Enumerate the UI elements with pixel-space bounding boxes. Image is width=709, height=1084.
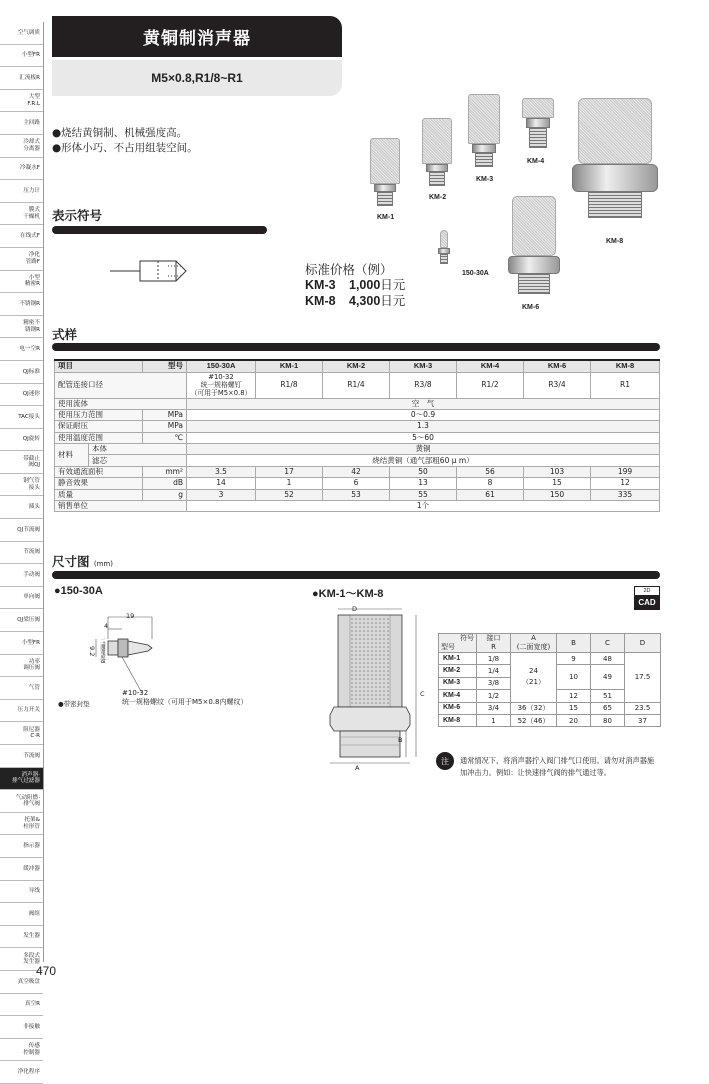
dim-model: KM-2: [439, 665, 477, 677]
spec-row-area: [55, 466, 660, 477]
spec-cell: 50: [390, 466, 457, 477]
product-label: KM-2: [429, 194, 447, 201]
dim-row: [439, 653, 661, 665]
price-value: 4,300: [349, 294, 381, 308]
sidebar-item[interactable]: 汇流板R: [0, 67, 43, 90]
spec-cell: 3.5: [187, 466, 256, 477]
spec-row-temp: [55, 432, 660, 443]
sidebar-item[interactable]: 空气调质: [0, 22, 43, 45]
spec-cell: 空 气: [187, 398, 660, 409]
sidebar-item[interactable]: 非接触: [0, 1016, 43, 1039]
spec-cell: R1/4: [323, 372, 390, 398]
spec-cell: 14: [187, 478, 256, 489]
row-label: 使用温度范围: [55, 432, 143, 443]
sidebar-item[interactable]: 功率 调压阀: [0, 655, 43, 678]
sidebar-item[interactable]: 多段式 发生器: [0, 948, 43, 971]
spec-cell: R1/8: [256, 372, 323, 398]
sidebar-item[interactable]: 托架& 柱形管: [0, 813, 43, 836]
sidebar-item[interactable]: 钢气管 接头: [0, 474, 43, 497]
spec-row-mass: [55, 489, 660, 500]
dim-row: [439, 702, 661, 714]
sidebar-item[interactable]: QJ标准: [0, 361, 43, 384]
header-model: 型号: [168, 361, 183, 371]
dim-unit: (mm): [93, 560, 113, 568]
symbol-section-title: 表示符号: [52, 208, 103, 223]
section-divider: [52, 226, 267, 234]
dim-model: KM-6: [439, 702, 477, 714]
port-150: #10-32 统一规格螺钉 （可用于M5×0.8）: [187, 372, 256, 398]
dim-c: 49: [591, 665, 625, 690]
spec-cell: 52: [256, 489, 323, 500]
price-value: 1,000: [349, 278, 381, 292]
row-label: 质量: [55, 489, 143, 500]
spec-cell: 黄铜: [187, 444, 660, 455]
row-sublabel: 本体: [89, 444, 187, 455]
sidebar-item[interactable]: 气动阻燃· 排气阀: [0, 790, 43, 813]
cad-top: 2D: [635, 587, 659, 596]
dim-c: 80: [591, 714, 625, 726]
sidebar-item[interactable]: 导线: [0, 881, 43, 904]
spec-cell: 150: [524, 489, 591, 500]
price-unit: 日元: [380, 277, 406, 292]
dim-b: 10: [557, 665, 591, 690]
row-label: 静音效果: [55, 478, 143, 489]
section-divider: [52, 571, 660, 579]
dim-c: 48: [591, 653, 625, 665]
caution-note: 通常情况下，将消声器拧入阀门排气口使用。请勿对消声器施加冲击力。例如：让快速排气阀的排气通过等。: [460, 756, 655, 777]
spec-cell: 56: [457, 466, 524, 477]
spec-cell: 17: [256, 466, 323, 477]
drawing-km: [330, 605, 430, 770]
dim-port: 1/2: [477, 690, 511, 702]
sidebar-item[interactable]: 带截止 阀QJ: [0, 451, 43, 474]
sidebar-item[interactable]: 冷却式 分离器: [0, 135, 43, 158]
sidebar-item[interactable]: 节流阀: [0, 745, 43, 768]
silencer-symbol: [110, 258, 190, 288]
row-label: 使用流体: [55, 398, 187, 409]
sidebar-item[interactable]: 指示器: [0, 835, 43, 858]
sidebar-item[interactable]: 膜式 干燥机: [0, 203, 43, 226]
dim-port: 3/4: [477, 702, 511, 714]
price-title: 标准价格（例）: [305, 262, 393, 277]
model-header: KM-8: [591, 360, 660, 372]
sidebar-item[interactable]: 净化 管路F: [0, 248, 43, 271]
dim-h-b: B: [557, 634, 591, 653]
product-label: KM-8: [606, 238, 624, 245]
sidebar-item[interactable]: QJ迷你: [0, 384, 43, 407]
price-model: KM-3: [305, 278, 336, 292]
spec-row-unit: [55, 501, 660, 512]
dim-port: 1/4: [477, 665, 511, 677]
section-divider: [52, 343, 660, 351]
row-label: 配管连接口径: [55, 372, 187, 398]
feature-item: ●形体小巧、不占用组装空间。: [52, 142, 198, 154]
dim-h-a2: (二面宽度): [516, 643, 551, 651]
price-box: [305, 262, 405, 309]
sidebar-item[interactable]: TAC接头: [0, 406, 43, 429]
dim-19: 19: [126, 612, 135, 620]
drawing-150-30a: [52, 605, 252, 685]
dim-b: 15: [557, 702, 591, 714]
dim-model: KM-1: [439, 653, 477, 665]
dim-h-model: 型号: [441, 643, 455, 651]
dim-section-title: [52, 552, 113, 570]
row-unit: g: [143, 489, 187, 500]
row-label: 使用压力范围: [55, 409, 143, 420]
model-header: KM-6: [524, 360, 591, 372]
dim-d: 37: [625, 714, 661, 726]
row-sublabel: 滤芯: [89, 455, 187, 466]
dim-header-row: [439, 634, 661, 653]
spec-cell: 8: [457, 478, 524, 489]
row-label: 材料: [55, 444, 89, 467]
page-subtitle: M5×0.8,R1/8~R1: [52, 60, 342, 96]
sidebar-item[interactable]: QJ梁压阀: [0, 609, 43, 632]
sidebar-item[interactable]: 阻尼器 C·R: [0, 722, 43, 745]
spec-cell: 103: [524, 466, 591, 477]
dim-h-c: C: [591, 634, 625, 653]
row-unit: dB: [143, 478, 187, 489]
dim-h-symbol: 符号: [460, 634, 474, 642]
spec-cell: 61: [457, 489, 524, 500]
dim-b: 12: [557, 690, 591, 702]
dim-thread: #10-32 统一规格螺纹（可用于M5×0.8内螺纹）: [122, 689, 248, 706]
row-unit: MPa: [143, 421, 187, 432]
dim-h-d: D: [625, 634, 661, 653]
product-label: KM-3: [476, 176, 494, 183]
dim-d-group: 17.5: [625, 653, 661, 703]
header-item: 项目: [58, 361, 73, 371]
dim-C: C: [420, 690, 425, 698]
sidebar-item[interactable]: 小型 精密R: [0, 271, 43, 294]
dim-a: 52（46）: [511, 714, 557, 726]
sidebar-item[interactable]: 插头: [0, 496, 43, 519]
spec-header-row: [55, 360, 660, 372]
dim-row: [439, 714, 661, 726]
sidebar-item[interactable]: 手动阀: [0, 564, 43, 587]
spec-row-pressure: [55, 409, 660, 420]
dim-model: KM-4: [439, 690, 477, 702]
sidebar-item[interactable]: 冷凝水F: [0, 158, 43, 181]
product-label: 150-30A: [462, 270, 489, 277]
price-model: KM-8: [305, 294, 336, 308]
spec-cell: 1: [256, 478, 323, 489]
spec-cell: 13: [390, 478, 457, 489]
spec-row-material-element: [55, 455, 660, 466]
spec-cell: 3: [187, 489, 256, 500]
dim-port: 1/8: [477, 653, 511, 665]
dim-B: B: [398, 736, 403, 744]
spec-cell: 53: [323, 489, 390, 500]
spec-cell: 55: [390, 489, 457, 500]
dim-c: 65: [591, 702, 625, 714]
sidebar-item[interactable]: 传感 控制器: [0, 1039, 43, 1062]
feature-list: [52, 126, 198, 156]
row-unit: ℃: [143, 432, 187, 443]
dim-h-port: 接口: [486, 634, 501, 642]
sidebar-item[interactable]: 电一空R: [0, 338, 43, 361]
sidebar-item[interactable]: QJ旋转: [0, 429, 43, 452]
spec-cell: 1.3: [187, 421, 660, 432]
row-unit: mm²: [143, 466, 187, 477]
model-header: KM-3: [390, 360, 457, 372]
dim-right-head: ●KM-1～KM-8: [312, 588, 384, 600]
dim-left-head: ●150-30A: [54, 585, 103, 597]
sidebar-item[interactable]: 缓冲器: [0, 858, 43, 881]
dim-d: 23.5: [625, 702, 661, 714]
spec-cell: 42: [323, 466, 390, 477]
spec-cell: 1个: [187, 501, 660, 512]
feature-item: ●烧结黄铜制、机械强度高。: [52, 127, 188, 139]
spec-cell: R3/4: [524, 372, 591, 398]
dim-D: D: [352, 605, 358, 613]
dim-a: 36（32）: [511, 702, 557, 714]
model-header: KM-4: [457, 360, 524, 372]
spec-cell: 烧结黄铜（通气部粗60 μ m）: [187, 455, 660, 466]
sidebar-item[interactable]: QJ节流阀: [0, 519, 43, 542]
product-label: KM-4: [527, 158, 545, 165]
price-unit: 日元: [380, 293, 406, 308]
sidebar-item[interactable]: 精密不 锈钢R: [0, 316, 43, 339]
sidebar-item[interactable]: 真空R: [0, 994, 43, 1017]
dim-4: 4: [104, 622, 109, 630]
sidebar-item[interactable]: 主回路: [0, 112, 43, 135]
spec-cell: R1/2: [457, 372, 524, 398]
spec-table: [54, 359, 660, 512]
spec-row-material-body: [55, 444, 660, 455]
spec-cell: 15: [524, 478, 591, 489]
spec-cell: 12: [591, 478, 660, 489]
dim-model: KM-3: [439, 677, 477, 689]
dim-a-group: 24 （21）: [511, 653, 557, 703]
dim-gasket: ●带密封垫: [58, 700, 90, 708]
product-label: KM-1: [377, 214, 395, 221]
spec-cell: R1: [591, 372, 660, 398]
model-header: KM-1: [256, 360, 323, 372]
row-label: 销售单位: [55, 501, 187, 512]
sidebar-item[interactable]: 净化程序: [0, 1061, 43, 1084]
sidebar-item[interactable]: 大型 F.R.L: [0, 90, 43, 113]
sidebar-item[interactable]: 不锈钢R: [0, 293, 43, 316]
caution-icon: 注: [436, 752, 454, 770]
cad-label: CAD: [635, 596, 659, 610]
dim-title: 尺寸图: [52, 554, 90, 569]
page-title: 黄铜制消声器: [52, 16, 342, 57]
dim-port: 1: [477, 714, 511, 726]
spec-row-silence: [55, 478, 660, 489]
row-label: 有效通流面积: [55, 466, 143, 477]
dim-h-a: A: [531, 634, 536, 642]
sidebar: [0, 22, 44, 1075]
product-label: KM-6: [522, 304, 540, 311]
dim-c: 51: [591, 690, 625, 702]
row-unit: MPa: [143, 409, 187, 420]
sidebar-item[interactable]: 消声器· 排气过滤器: [0, 768, 43, 791]
spec-cell: 199: [591, 466, 660, 477]
sidebar-item[interactable]: 压力计: [0, 180, 43, 203]
spec-section-title: 式样: [52, 327, 78, 342]
dim-model: KM-8: [439, 714, 477, 726]
spec-cell: 0～0.9: [187, 409, 660, 420]
dim-hex: 二面宽度8: [99, 638, 105, 664]
sidebar-item[interactable]: 小型FR: [0, 45, 43, 68]
sidebar-item[interactable]: 节流阀: [0, 542, 43, 565]
sidebar-item[interactable]: 气管: [0, 677, 43, 700]
sidebar-item[interactable]: 单向阀: [0, 587, 43, 610]
dim-h-port2: R: [491, 643, 496, 651]
sidebar-item[interactable]: 真空吸盘: [0, 971, 43, 994]
dim-b: 9: [557, 653, 591, 665]
sidebar-item[interactable]: 小型FR: [0, 632, 43, 655]
spec-row-fluid: [55, 398, 660, 409]
spec-cell: 6: [323, 478, 390, 489]
sidebar-item[interactable]: 在线式F: [0, 225, 43, 248]
spec-row-port: [55, 372, 660, 398]
row-label: 保证耐压: [55, 421, 143, 432]
dim-9-2: 9.2: [88, 646, 96, 657]
price-row: [305, 293, 405, 309]
sidebar-item[interactable]: 压力开关: [0, 700, 43, 723]
dim-b: 20: [557, 714, 591, 726]
model-header: 150-30A: [187, 360, 256, 372]
spec-cell: 335: [591, 489, 660, 500]
price-row: [305, 277, 405, 293]
sidebar-item[interactable]: 阀组: [0, 903, 43, 926]
spec-cell: 5～60: [187, 432, 660, 443]
sidebar-item[interactable]: 发生器: [0, 926, 43, 949]
spec-cell: R3/8: [390, 372, 457, 398]
dim-A: A: [355, 764, 360, 772]
page-number: 470: [36, 964, 57, 978]
dim-port: 3/8: [477, 677, 511, 689]
model-header: KM-2: [323, 360, 390, 372]
spec-row-proof: [55, 421, 660, 432]
cad-icon: [634, 586, 660, 610]
dim-table: [438, 633, 661, 727]
